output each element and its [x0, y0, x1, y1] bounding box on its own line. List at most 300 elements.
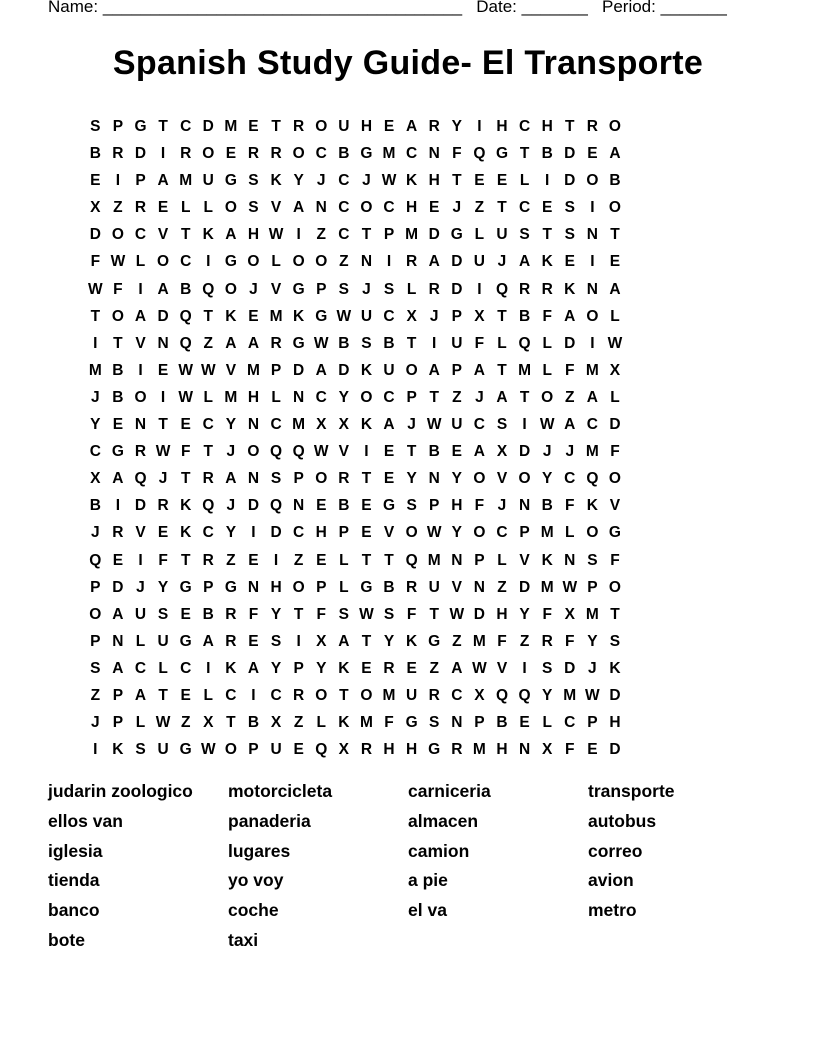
grid-letter[interactable]: I — [522, 659, 527, 677]
grid-letter[interactable]: P — [587, 578, 598, 596]
grid-letter[interactable]: D — [247, 497, 260, 515]
grid-letter[interactable]: O — [134, 388, 147, 406]
grid-letter[interactable]: Z — [429, 659, 439, 677]
grid-letter[interactable]: G — [179, 741, 192, 759]
grid-letter[interactable]: C — [473, 416, 485, 434]
grid-letter[interactable]: Y — [383, 632, 395, 650]
grid-letter[interactable]: C — [315, 388, 327, 406]
grid-letter[interactable]: N — [451, 714, 463, 732]
grid-letter[interactable]: O — [360, 388, 373, 406]
grid-letter[interactable]: D — [428, 226, 440, 244]
grid-letter[interactable]: T — [113, 334, 123, 352]
grid-letter[interactable]: O — [405, 361, 418, 379]
grid-letter[interactable]: R — [180, 145, 192, 163]
grid-letter[interactable]: O — [292, 578, 305, 596]
grid-letter[interactable]: I — [364, 443, 369, 461]
grid-letter[interactable]: T — [293, 605, 304, 623]
grid-letter[interactable]: T — [271, 118, 281, 135]
grid-letter[interactable]: W — [359, 605, 374, 623]
grid-letter[interactable]: A — [609, 280, 621, 298]
grid-letter[interactable]: Y — [451, 118, 462, 135]
grid-letter[interactable]: R — [360, 741, 373, 759]
grid-letter[interactable]: L — [271, 388, 281, 406]
grid-letter[interactable]: N — [112, 632, 124, 650]
grid-letter[interactable]: S — [338, 605, 349, 623]
grid-letter[interactable]: K — [541, 253, 553, 271]
grid-letter[interactable]: P — [203, 578, 214, 596]
grid-letter[interactable]: N — [473, 578, 485, 596]
grid-letter[interactable]: M — [472, 632, 486, 650]
grid-letter[interactable]: D — [564, 659, 576, 677]
grid-letter[interactable]: I — [296, 226, 301, 244]
grid-letter[interactable]: T — [406, 443, 417, 461]
grid-letter[interactable]: R — [406, 578, 418, 596]
grid-letter[interactable]: Y — [338, 388, 349, 406]
grid-letter[interactable]: J — [90, 524, 100, 542]
grid-letter[interactable]: R — [428, 686, 440, 704]
grid-letter[interactable]: E — [429, 199, 440, 217]
grid-letter[interactable]: E — [542, 199, 553, 217]
grid-letter[interactable]: Q — [134, 470, 147, 488]
grid-letter[interactable]: W — [200, 361, 216, 379]
grid-letter[interactable]: L — [271, 253, 281, 271]
grid-letter[interactable]: L — [339, 578, 349, 596]
grid-letter[interactable]: C — [225, 686, 237, 704]
grid-letter[interactable]: S — [564, 226, 575, 244]
grid-letter[interactable]: P — [293, 470, 304, 488]
grid-letter[interactable]: O — [224, 199, 237, 217]
grid-letter[interactable]: N — [247, 470, 260, 488]
grid-letter[interactable]: Z — [452, 388, 462, 406]
grid-letter[interactable]: J — [136, 578, 145, 596]
grid-letter[interactable]: Z — [90, 686, 101, 704]
grid-letter[interactable]: J — [475, 388, 484, 406]
grid-letter[interactable]: E — [225, 145, 237, 163]
grid-letter[interactable]: B — [338, 497, 350, 515]
grid-letter[interactable]: N — [518, 741, 531, 759]
grid-letter[interactable]: U — [270, 741, 282, 759]
grid-letter[interactable]: O — [202, 145, 215, 163]
grid-letter[interactable]: T — [429, 605, 439, 623]
grid-letter[interactable]: B — [518, 307, 531, 325]
grid-letter[interactable]: J — [362, 172, 371, 190]
grid-letter[interactable]: R — [157, 497, 169, 515]
grid-letter[interactable]: D — [564, 334, 576, 352]
grid-letter[interactable]: K — [360, 416, 373, 434]
grid-letter[interactable]: W — [155, 714, 171, 732]
grid-letter[interactable]: W — [585, 686, 600, 704]
grid-letter[interactable]: D — [270, 524, 282, 542]
grid-letter[interactable]: Q — [270, 443, 283, 461]
grid-letter[interactable]: M — [269, 307, 283, 325]
grid-letter[interactable]: V — [496, 659, 508, 677]
grid-letter[interactable]: M — [540, 578, 554, 596]
grid-letter[interactable]: K — [609, 659, 621, 677]
grid-letter[interactable]: C — [338, 172, 350, 190]
grid-letter[interactable]: I — [590, 199, 595, 217]
grid-letter[interactable]: R — [112, 524, 124, 542]
grid-letter[interactable]: L — [135, 253, 146, 271]
grid-letter[interactable]: Z — [316, 226, 326, 244]
grid-letter[interactable]: C — [134, 659, 147, 677]
grid-letter[interactable]: N — [247, 578, 260, 596]
grid-letter[interactable]: I — [386, 253, 392, 271]
grid-letter[interactable]: C — [451, 686, 463, 704]
grid-letter[interactable]: O — [586, 307, 599, 325]
grid-letter[interactable]: W — [178, 361, 193, 379]
grid-letter[interactable]: O — [292, 145, 305, 163]
grid-letter[interactable]: L — [519, 172, 530, 190]
grid-letter[interactable]: U — [360, 307, 373, 325]
grid-letter[interactable]: D — [518, 578, 531, 596]
grid-letter[interactable]: G — [608, 524, 621, 542]
grid-letter[interactable]: W — [607, 334, 623, 352]
grid-letter[interactable]: F — [452, 145, 462, 163]
grid-letter[interactable]: L — [542, 714, 552, 732]
grid-letter[interactable]: I — [590, 334, 595, 352]
grid-letter[interactable]: B — [609, 172, 621, 190]
grid-letter[interactable]: T — [158, 416, 168, 434]
grid-letter[interactable]: Q — [586, 470, 599, 488]
grid-letter[interactable]: I — [115, 497, 121, 515]
grid-letter[interactable]: A — [202, 632, 214, 650]
grid-letter[interactable]: T — [203, 443, 213, 461]
grid-letter[interactable]: C — [518, 118, 531, 135]
grid-letter[interactable]: L — [610, 307, 620, 325]
grid-letter[interactable]: A — [315, 361, 327, 379]
grid-letter[interactable]: M — [382, 686, 396, 704]
grid-letter[interactable]: Y — [90, 416, 101, 434]
grid-letter[interactable]: R — [247, 145, 260, 163]
grid-letter[interactable]: S — [496, 416, 508, 434]
grid-letter[interactable]: A — [383, 416, 395, 434]
grid-letter[interactable]: A — [112, 659, 124, 677]
grid-letter[interactable]: E — [180, 605, 191, 623]
grid-letter[interactable]: E — [90, 172, 101, 190]
grid-letter[interactable]: P — [90, 632, 101, 650]
grid-letter[interactable]: S — [519, 226, 530, 244]
grid-letter[interactable]: X — [496, 443, 508, 461]
grid-letter[interactable]: U — [473, 253, 485, 271]
grid-letter[interactable]: T — [497, 307, 507, 325]
grid-letter[interactable]: M — [472, 741, 486, 759]
grid-letter[interactable]: E — [519, 714, 530, 732]
grid-letter[interactable]: C — [564, 714, 576, 732]
grid-letter[interactable]: D — [564, 172, 576, 190]
grid-letter[interactable]: D — [89, 226, 101, 244]
grid-letter[interactable]: K — [586, 497, 598, 515]
grid-letter[interactable]: A — [157, 280, 169, 298]
grid-letter[interactable]: Q — [405, 551, 418, 569]
grid-letter[interactable]: A — [338, 632, 350, 650]
grid-letter[interactable]: M — [427, 551, 441, 569]
grid-letter[interactable]: R — [518, 280, 531, 298]
grid-letter[interactable]: I — [251, 524, 256, 542]
grid-letter[interactable]: B — [89, 145, 101, 163]
grid-letter[interactable]: T — [452, 172, 462, 190]
grid-letter[interactable]: L — [542, 361, 552, 379]
grid-letter[interactable]: G — [360, 145, 373, 163]
grid-letter[interactable]: J — [407, 416, 416, 434]
grid-letter[interactable]: A — [293, 199, 305, 217]
grid-letter[interactable]: W — [313, 443, 329, 461]
grid-letter[interactable]: S — [564, 199, 575, 217]
grid-letter[interactable]: A — [428, 361, 440, 379]
grid-letter[interactable]: D — [518, 443, 531, 461]
grid-letter[interactable]: C — [270, 416, 282, 434]
grid-letter[interactable]: G — [382, 497, 396, 515]
grid-letter[interactable]: C — [180, 659, 192, 677]
grid-letter[interactable]: D — [451, 253, 463, 271]
grid-letter[interactable]: B — [541, 145, 553, 163]
grid-letter[interactable]: E — [383, 118, 395, 135]
grid-letter[interactable]: L — [180, 199, 191, 217]
name-blank[interactable]: ______________________________________ — [102, 0, 463, 16]
grid-letter[interactable]: L — [203, 686, 213, 704]
grid-letter[interactable]: N — [157, 334, 169, 352]
grid-letter[interactable]: S — [609, 632, 621, 650]
grid-letter[interactable]: Z — [497, 578, 507, 596]
grid-letter[interactable]: O — [360, 686, 373, 704]
grid-letter[interactable]: S — [383, 605, 395, 623]
grid-letter[interactable]: G — [224, 253, 237, 271]
grid-letter[interactable]: L — [497, 551, 507, 569]
grid-letter[interactable]: O — [360, 199, 373, 217]
grid-letter[interactable]: Y — [270, 659, 282, 677]
grid-letter[interactable]: H — [609, 714, 621, 732]
grid-letter[interactable]: O — [315, 686, 328, 704]
grid-letter[interactable]: Y — [542, 470, 553, 488]
grid-letter[interactable]: E — [248, 307, 259, 325]
grid-letter[interactable]: U — [428, 578, 440, 596]
grid-letter[interactable]: Y — [406, 470, 417, 488]
grid-letter[interactable]: O — [315, 470, 328, 488]
grid-letter[interactable]: H — [270, 578, 282, 596]
grid-letter[interactable]: V — [383, 524, 395, 542]
grid-letter[interactable]: D — [451, 280, 463, 298]
grid-letter[interactable]: W — [200, 741, 216, 759]
grid-letter[interactable]: L — [158, 659, 168, 677]
grid-letter[interactable]: U — [157, 632, 169, 650]
grid-letter[interactable]: K — [225, 307, 237, 325]
grid-letter[interactable]: I — [160, 388, 166, 406]
grid-letter[interactable]: Z — [293, 551, 304, 569]
grid-letter[interactable]: V — [338, 443, 349, 461]
grid-letter[interactable]: J — [226, 443, 236, 461]
grid-letter[interactable]: I — [160, 145, 166, 163]
grid-letter[interactable]: O — [247, 443, 260, 461]
grid-letter[interactable]: O — [315, 118, 328, 135]
grid-letter[interactable]: G — [224, 578, 237, 596]
grid-letter[interactable]: C — [564, 470, 576, 488]
grid-letter[interactable]: T — [158, 686, 168, 704]
grid-letter[interactable]: B — [383, 578, 395, 596]
grid-letter[interactable]: O — [111, 226, 124, 244]
grid-letter[interactable]: O — [292, 253, 305, 271]
grid-letter[interactable]: T — [565, 118, 575, 135]
grid-letter[interactable]: O — [89, 605, 102, 623]
grid-letter[interactable]: V — [270, 280, 282, 298]
grid-letter[interactable]: J — [542, 443, 552, 461]
grid-letter[interactable]: I — [545, 172, 550, 190]
grid-letter[interactable]: W — [178, 388, 193, 406]
grid-letter[interactable]: V — [135, 334, 146, 352]
grid-letter[interactable]: A — [609, 145, 621, 163]
grid-letter[interactable]: G — [292, 334, 305, 352]
grid-letter[interactable]: A — [134, 686, 147, 704]
grid-letter[interactable]: O — [247, 253, 260, 271]
grid-letter[interactable]: F — [565, 497, 575, 515]
grid-letter[interactable]: P — [587, 714, 598, 732]
grid-letter[interactable]: E — [564, 253, 575, 271]
grid-letter[interactable]: H — [360, 118, 373, 135]
grid-letter[interactable]: W — [426, 524, 442, 542]
grid-letter[interactable]: Y — [451, 524, 462, 542]
grid-letter[interactable]: D — [134, 145, 147, 163]
grid-letter[interactable]: R — [338, 470, 350, 488]
grid-letter[interactable]: C — [180, 253, 192, 271]
grid-letter[interactable]: M — [585, 443, 599, 461]
grid-letter[interactable]: E — [180, 686, 191, 704]
grid-letter[interactable]: O — [473, 524, 486, 542]
grid-letter[interactable]: H — [541, 118, 553, 135]
grid-letter[interactable]: M — [405, 226, 419, 244]
grid-letter[interactable]: B — [112, 388, 124, 406]
grid-letter[interactable]: R — [451, 741, 463, 759]
grid-letter[interactable]: P — [383, 226, 395, 244]
grid-letter[interactable]: K — [406, 172, 418, 190]
grid-letter[interactable]: Z — [226, 551, 236, 569]
grid-letter[interactable]: S — [429, 714, 440, 732]
grid-letter[interactable]: P — [316, 578, 327, 596]
grid-letter[interactable]: J — [588, 659, 597, 677]
grid-letter[interactable]: Q — [473, 145, 486, 163]
grid-letter[interactable]: Q — [315, 741, 328, 759]
grid-letter[interactable]: X — [338, 741, 349, 759]
grid-letter[interactable]: F — [384, 714, 394, 732]
grid-letter[interactable]: O — [608, 470, 621, 488]
grid-letter[interactable]: A — [247, 334, 260, 352]
grid-letter[interactable]: G — [405, 714, 418, 732]
grid-letter[interactable]: D — [338, 361, 350, 379]
grid-letter[interactable]: V — [157, 226, 169, 244]
grid-letter[interactable]: M — [179, 172, 193, 190]
grid-letter[interactable]: S — [90, 118, 101, 135]
grid-letter[interactable]: D — [473, 605, 485, 623]
grid-letter[interactable]: C — [202, 416, 214, 434]
grid-letter[interactable]: F — [90, 253, 101, 271]
grid-letter[interactable]: F — [497, 632, 507, 650]
grid-letter[interactable]: U — [451, 416, 463, 434]
grid-letter[interactable]: U — [134, 605, 147, 623]
grid-letter[interactable]: Q — [89, 551, 102, 569]
grid-letter[interactable]: C — [383, 388, 395, 406]
grid-letter[interactable]: R — [134, 199, 147, 217]
grid-letter[interactable]: M — [88, 361, 102, 379]
grid-letter[interactable]: I — [432, 334, 437, 352]
grid-letter[interactable]: O — [111, 307, 124, 325]
grid-letter[interactable]: U — [202, 172, 214, 190]
grid-letter[interactable]: U — [338, 118, 350, 135]
grid-letter[interactable]: S — [383, 280, 395, 298]
grid-letter[interactable]: I — [477, 280, 482, 298]
grid-letter[interactable]: R — [134, 443, 147, 461]
grid-letter[interactable]: R — [541, 632, 553, 650]
grid-letter[interactable]: R — [383, 659, 395, 677]
grid-letter[interactable]: N — [564, 551, 576, 569]
grid-letter[interactable]: X — [316, 416, 327, 434]
grid-letter[interactable]: K — [541, 551, 553, 569]
grid-letter[interactable]: W — [472, 659, 487, 677]
grid-letter[interactable]: W — [155, 443, 171, 461]
grid-letter[interactable]: B — [428, 443, 440, 461]
grid-letter[interactable]: Z — [565, 388, 575, 406]
grid-letter[interactable]: E — [361, 497, 372, 515]
grid-letter[interactable]: E — [383, 470, 395, 488]
grid-letter[interactable]: Q — [518, 334, 531, 352]
grid-letter[interactable]: V — [135, 524, 146, 542]
grid-letter[interactable]: C — [270, 686, 282, 704]
grid-letter[interactable]: A — [112, 605, 124, 623]
grid-letter[interactable]: V — [519, 551, 530, 569]
grid-letter[interactable]: W — [562, 578, 578, 596]
grid-letter[interactable]: R — [428, 280, 440, 298]
grid-letter[interactable]: B — [541, 497, 553, 515]
grid-letter[interactable]: I — [138, 551, 143, 569]
grid-letter[interactable]: T — [361, 632, 372, 650]
grid-letter[interactable]: K — [180, 524, 192, 542]
grid-letter[interactable]: Y — [451, 470, 462, 488]
grid-letter[interactable]: Y — [587, 632, 598, 650]
grid-letter[interactable]: R — [406, 253, 418, 271]
grid-letter[interactable]: H — [428, 172, 440, 190]
grid-letter[interactable]: S — [90, 659, 101, 677]
grid-letter[interactable]: G — [360, 578, 373, 596]
grid-letter[interactable]: E — [451, 443, 462, 461]
grid-letter[interactable]: E — [157, 199, 169, 217]
grid-letter[interactable]: A — [564, 416, 576, 434]
grid-letter[interactable]: P — [135, 172, 146, 190]
grid-letter[interactable]: V — [496, 470, 508, 488]
grid-letter[interactable]: A — [225, 334, 237, 352]
grid-letter[interactable]: T — [339, 686, 349, 704]
grid-letter[interactable]: U — [406, 686, 418, 704]
grid-letter[interactable]: Y — [225, 524, 237, 542]
grid-letter[interactable]: I — [590, 253, 595, 271]
grid-letter[interactable]: A — [157, 172, 169, 190]
grid-letter[interactable]: E — [248, 118, 259, 135]
grid-letter[interactable]: E — [587, 145, 598, 163]
grid-letter[interactable]: L — [497, 334, 507, 352]
grid-letter[interactable]: Z — [113, 199, 123, 217]
grid-letter[interactable]: Z — [203, 334, 213, 352]
grid-letter[interactable]: H — [406, 199, 418, 217]
grid-letter[interactable]: F — [248, 605, 259, 623]
grid-letter[interactable]: T — [180, 226, 191, 244]
grid-letter[interactable]: P — [248, 741, 259, 759]
grid-letter[interactable]: N — [586, 226, 598, 244]
grid-letter[interactable]: E — [248, 632, 259, 650]
grid-letter[interactable]: G — [134, 118, 147, 135]
grid-letter[interactable]: O — [405, 524, 418, 542]
grid-letter[interactable]: N — [360, 253, 373, 271]
grid-letter[interactable]: X — [203, 714, 214, 732]
grid-letter[interactable]: I — [251, 686, 256, 704]
grid-letter[interactable]: R — [202, 551, 214, 569]
grid-letter[interactable]: N — [428, 145, 440, 163]
grid-letter[interactable]: A — [112, 470, 124, 488]
grid-letter[interactable]: D — [112, 578, 124, 596]
